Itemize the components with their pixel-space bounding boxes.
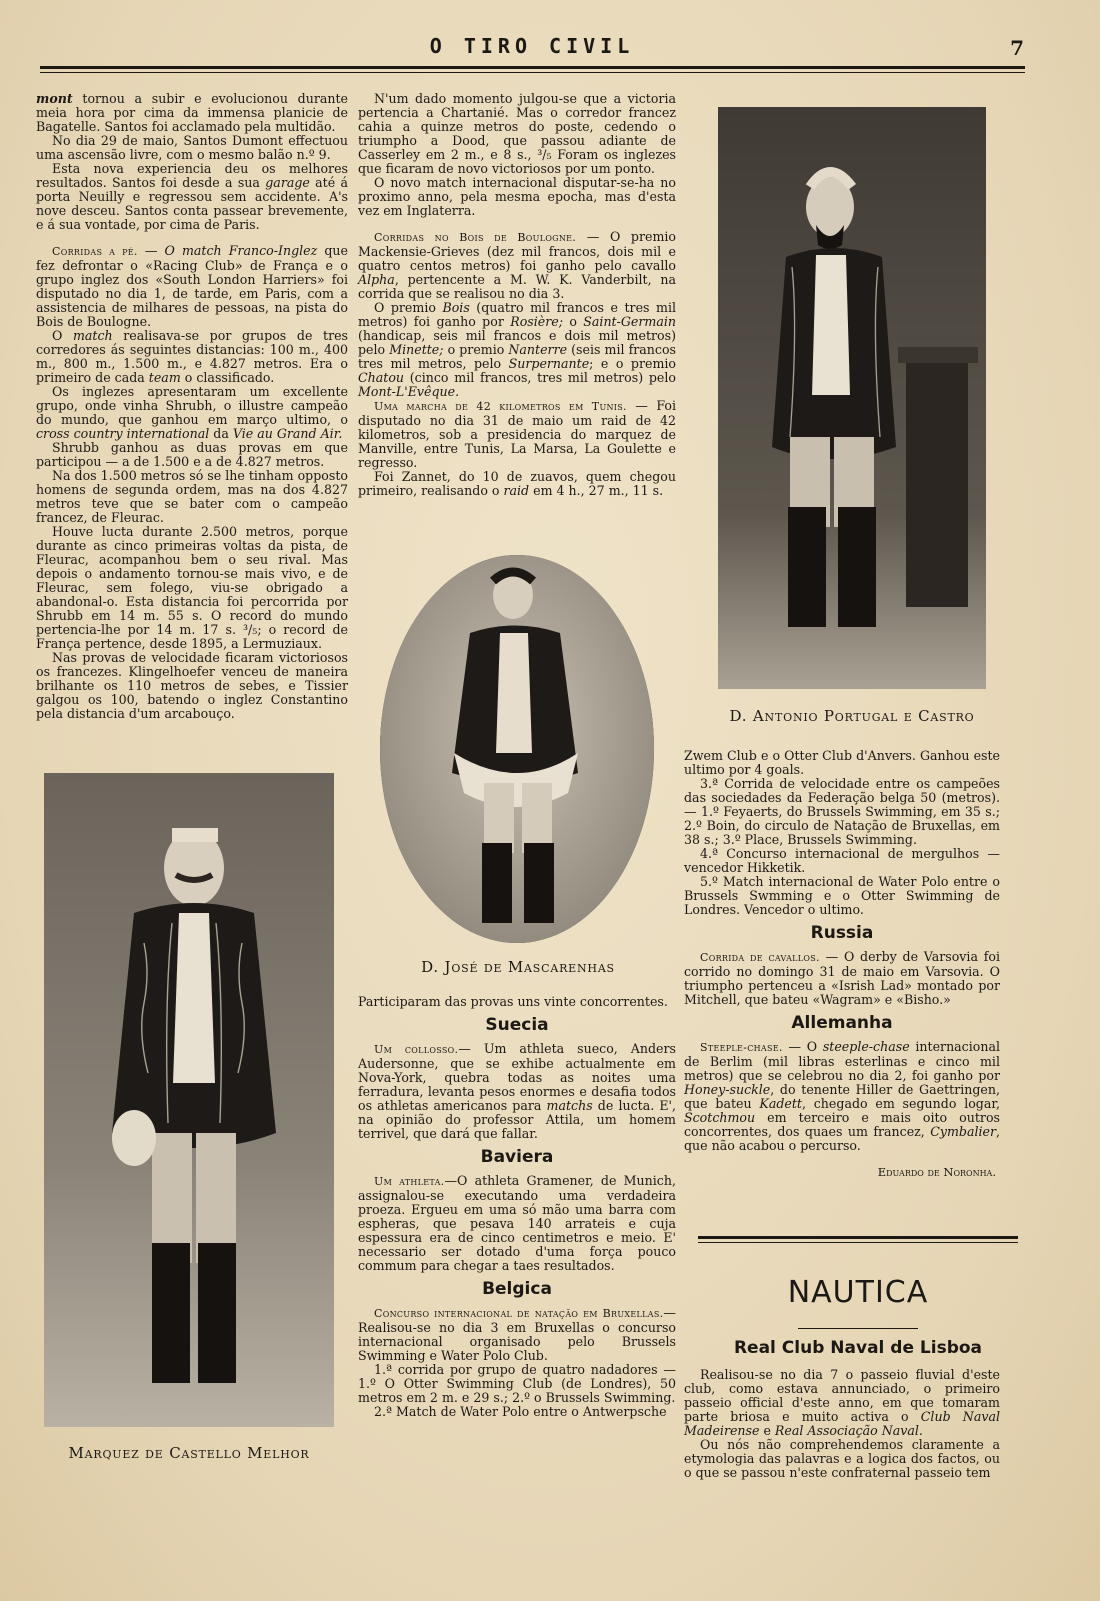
photo-jose-mascarenhas: [378, 553, 656, 945]
page-number: 7: [1010, 36, 1024, 60]
masthead: [40, 34, 1024, 64]
paragraph: 5.º Match internacional de Water Polo entre o Brussels Swmming e o Otter Swimming de Londres. Vencedor o ultimo.: [684, 874, 1000, 917]
paragraph: 4.ª Concurso internacional de mergulhos — vencedor Hikketik.: [684, 846, 1000, 875]
column-2-lower: [358, 995, 676, 1419]
paragraph: Na dos 1.500 metros só se lhe tinham opposto homens de segunda ordem, mas na dos 4.827 metros teve que se bater com o campeão francez, de Fleurac.: [36, 468, 348, 525]
caption-antonio: D. Antonio Portugal e Castro: [729, 707, 975, 725]
paragraph: Participaram das provas uns vinte concorrentes.: [358, 994, 668, 1009]
paragraph: O match realisava-se por grupos de tres corredores ás seguintes distancias: 100 m., 400 m., 800 m., 1.500 m., e 4.827 metros. Era o primeiro de cada team o classificado.: [36, 328, 349, 385]
heading-allemanha: Allemanha: [791, 1013, 893, 1033]
nautica-rule-thin: [698, 1242, 1018, 1243]
belgica-paragraph: Concurso internacional de natação em Bruxellas.—Realisou-se no dia 3 em Bruxellas o concurso internacional organisado pelo Brussels Swimming e Water Polo Club.: [358, 1305, 676, 1363]
caption-marquez: Marquez de Castello Melhor: [68, 1444, 310, 1462]
paragraph: O premio Bois (quatro mil francos e tres mil metros) foi ganho por Rosière; o Saint-Germain (handicap, seis mil francos e dois mil metros) pelo Minette; o premio Nanterre (seis mil francos tres mil metros, pelo Surpernante; e o premio Chatou (cinco mil francos, tres mil metros) pelo Mont-L'Evêque.: [358, 300, 677, 399]
paragraph: O novo match internacional disputar-se-ha no proximo anno, pela mesma epocha, mas d'esta vez em Inglaterra.: [358, 175, 676, 218]
nautica-rule: [698, 1236, 1018, 1239]
paragraph: Houve lucta durante 2.500 metros, porque durante as cinco primeiras voltas da pista, de Fleurac, acompanhou bem o seu rival. Mas depois o andamento tornou-se mais vivo, e de Fleurac, sem folego, viu-se obrigado a abandonal-o. Esta distancia foi percorrida por Shrubb em 14 m. 55 s. O record do mundo pertencia-lhe por 14 m. 17 s. ³/₅; o record de França pertence, desde 1895, a Lermuziaux.: [36, 524, 348, 651]
paragraph: Nas provas de velocidade ficaram victoriosos os francezes. Klingelhoefer venceu de maneira brilhante os 110 metros de sebes, e Tissier galgou os 100, batendo o inglez Constantino pela distancia d'um arcabouço.: [36, 650, 348, 721]
paragraph: Ou nós não comprehendemos claramente a etymologia das palavras e a logica dos factos, ou o que se passou n'este confraternal passeio tem: [684, 1437, 1000, 1480]
masthead-title: O TIRO CIVIL: [429, 34, 635, 58]
paragraph: Realisou-se no dia 7 o passeio fluvial d'este club, como estava annunciado, o primeiro passeio official d'este anno, em que tomaram parte briosa e muito activa o Club Naval Madeirense e Real Associação Naval.: [684, 1367, 1000, 1438]
allemanha-paragraph: Steeple-chase. — O steeple-chase internacional de Berlim (mil libras esterlinas e cinco mil metros) que se celebrou no dia 2, foi ganho por Honey-suckle, do tenente Hiller de Gaettringen, que bateu Kadett, chegado em segundo logar, Scotchmou em terceiro e mais oito outros concorrentes, dos quaes um francez, Cymbalier, que não acabou o percurso.: [684, 1039, 1001, 1153]
column-2: [358, 92, 676, 498]
baviera-paragraph: Um athleta.—O athleta Gramener, de Munich, assignalou-se executando uma verdadeira proeza. Ergueu em uma só mão uma barra com espheras, que pesava 140 arrateis e cuja espessura era de cinco centimetros e meio. E' necessario ser dotado d'uma força pouco commum para chegar a taes resultados.: [358, 1173, 676, 1273]
paragraph: Os inglezes apresentaram um excellente grupo, onde vinha Shrubh, o illustre campeão do mundo, que ganhou em março ultimo, o cross country international da Vie au Grand Air.: [36, 384, 348, 441]
heading-suecia: Suecia: [485, 1015, 549, 1035]
nautica-subtitle: Real Club Naval de Lisboa: [733, 1338, 983, 1358]
masthead-rule-thin: [40, 72, 1025, 73]
heading-baviera: Baviera: [480, 1147, 554, 1167]
heading-russia: Russia: [810, 923, 874, 943]
paragraph: Shrubb ganhou as duas provas em que participou — a de 1.500 e a de 4.827 metros.: [36, 440, 348, 469]
column-3-nautica: [684, 1368, 1000, 1480]
paragraph: 3.ª Corrida de velocidade entre os campeões das sociedades da Federação belga 50 (metros). — 1.º Feyaerts, do Brussels Swimming, em 35 s.; 2.º Boin, do circulo de Natação de Bruxellas, em 38 s.; 3.º Place, Brussels Swimming.: [684, 776, 1000, 847]
column-1: [36, 92, 348, 721]
paragraph: No dia 29 de maio, Santos Dumont effectuou uma ascensão livre, com o mesmo balão n.º 9.: [36, 133, 348, 162]
photo-antonio-portugal-castro: [718, 107, 986, 689]
paragraph: Esta nova experiencia deu os melhores resultados. Santos foi desde a sua garage até á porta Neuilly e regressou sem accidente. A's nove desceu. Santos conta passear brevemente, e á sua vontade, por cima de Paris.: [36, 161, 348, 232]
paragraph: 2.ª Match de Water Polo entre o Antwerpsche: [374, 1404, 667, 1419]
caption-jose: D. José de Mascarenhas: [421, 958, 615, 976]
paragraph: Zwem Club e o Otter Club d'Anvers. Ganhou este ultimo por 4 goals.: [684, 748, 1000, 777]
marcha-paragraph: Uma marcha de 42 kilometros em Tunis. — Foi disputado no dia 31 de maio um raid de 42 kilometros, sob a presidencia do marquez de Manville, entre Tunis, La Marsa, La Goulette e regresso.: [358, 398, 677, 470]
heading-belgica: Belgica: [482, 1279, 552, 1299]
column-3: [684, 749, 1000, 1179]
masthead-rule: [40, 66, 1025, 69]
suecia-paragraph: Um collosso.— Um athleta sueco, Anders Audersonne, que se exhibe actualmente em Nova-York, quebra todas as noites uma ferradura, levanta pesos enormes e desafia todos os athletas americanos para matchs de lucta. E', na opinião do professor Attila, um homem terrivel, que dará que fallar.: [358, 1041, 676, 1141]
nautica-title: NAUTICA: [787, 1275, 929, 1310]
photo-marquez-castello-melhor: [44, 773, 334, 1427]
paragraph: mont tornou a subir e evolucionou durante meia hora por cima da immensa planicie de Bagatelle. Santos foi acclamado pela multidão.: [36, 91, 348, 134]
paragraph: N'um dado momento julgou-se que a victoria pertencia a Chartanié. Mas o corredor francez cahia a quinze metros do poste, cedendo o triumpho a Dood, que passou adiante de Casserley em 2 m., e 8 s., ³/₅ Foram os inglezes que ficaram de novo victoriosos por um ponto.: [358, 91, 676, 176]
russia-paragraph: Corrida de cavallos. — O derby de Varsovia foi corrido no domingo 31 de maio em Varsovia. O triumpho pertenceu a «Isrish Lad» montado por Mitchell, que bateu «Wagram» e «Bisho.»: [684, 949, 1000, 1007]
paragraph: 1.ª corrida por grupo de quatro nadadores — 1.º O Otter Swimming Club (de Londres), 50 metros em 2 m. e 29 s.; 2.º o Brussels Swimming.: [358, 1362, 676, 1405]
nautica-separator: [798, 1328, 918, 1329]
corridas-a-pe-paragraph: Corridas a pé. — O match Franco-Inglez que fez defrontar o «Racing Club» de França e o grupo inglez dos «South London Harriers» foi disputado no dia 1, de tarde, em Paris, com a assistencia de milhares de pessoas, na pista do Bois de Boulogne.: [36, 243, 348, 329]
bois-de-boulogne-paragraph: Corridas no Bois de Boulogne. — O premio Mackensie-Grieves (dez mil francos, dois mil e quatro centos metros) foi ganho pelo cavallo Alpha, pertencente a M. W. K. Vanderbilt, na corrida que se realisou no dia 3.: [358, 229, 676, 301]
signature: Eduardo de Noronha.: [877, 1165, 996, 1179]
paragraph: Foi Zannet, do 10 de zuavos, quem chegou primeiro, realisando o raid em 4 h., 27 m., 11 s.: [358, 469, 676, 498]
